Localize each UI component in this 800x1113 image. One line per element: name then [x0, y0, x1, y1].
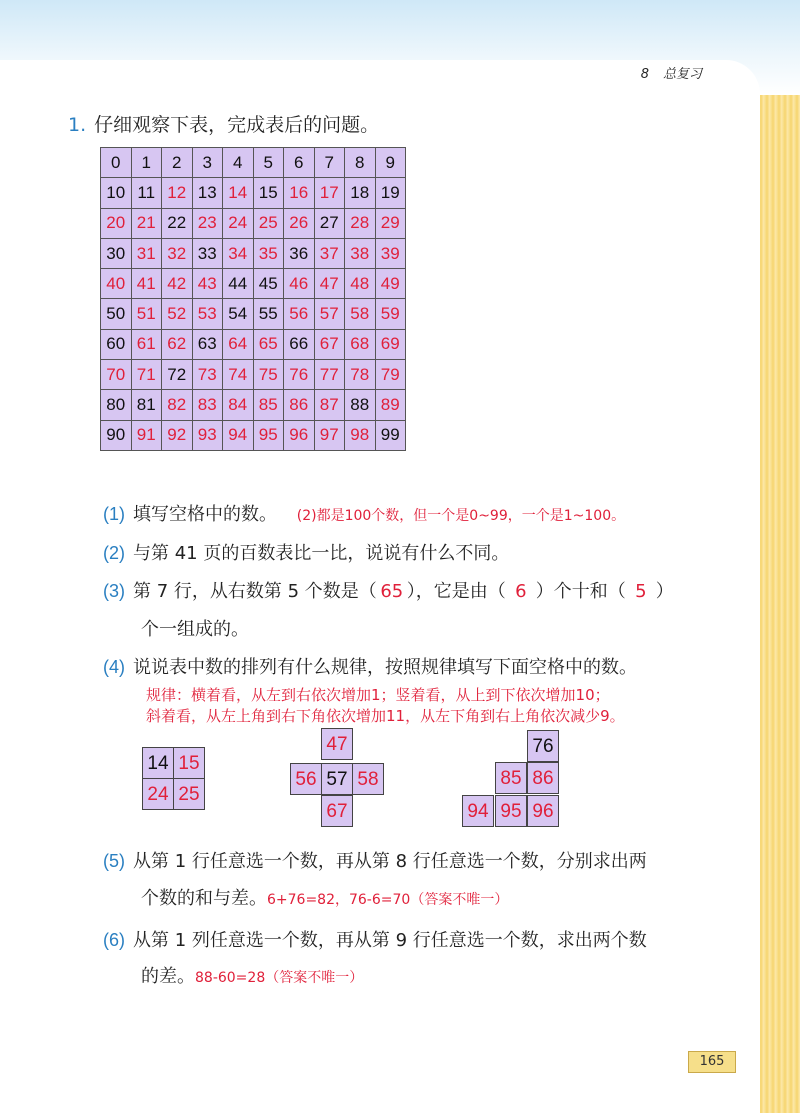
item-text: 个一组成的。	[141, 619, 249, 640]
table-cell: 3	[192, 148, 223, 178]
item-number: (1)	[103, 504, 125, 524]
puzzle-cell: 76	[527, 730, 559, 762]
page-number: 165	[688, 1051, 736, 1073]
table-cell: 25	[253, 208, 284, 238]
table-cell: 89	[375, 390, 406, 420]
item-6-answer: 88-60=28（答案不唯一）	[195, 970, 364, 986]
item-text: 第 7 行，从右数第 5 个数是（	[133, 581, 377, 602]
table-cell: 80	[101, 390, 132, 420]
puzzle-cell: 58	[352, 763, 384, 795]
answer-blank: 5	[635, 581, 647, 602]
item-text: ），它是由（	[406, 581, 506, 602]
table-cell: 85	[253, 390, 284, 420]
table-cell: 1	[131, 148, 162, 178]
puzzle-cell: 14	[142, 747, 174, 779]
table-cell: 46	[284, 269, 315, 299]
table-cell: 2	[162, 148, 193, 178]
table-cell: 70	[101, 360, 132, 390]
table-cell: 24	[223, 208, 254, 238]
table-cell: 77	[314, 360, 345, 390]
table-cell: 95	[253, 420, 284, 450]
item-number: (2)	[103, 543, 125, 563]
item-number: (3)	[103, 581, 125, 601]
table-cell: 93	[192, 420, 223, 450]
table-cell: 72	[162, 360, 193, 390]
item-number: (4)	[103, 657, 125, 677]
item-3-continued	[141, 615, 249, 641]
table-cell: 65	[253, 329, 284, 359]
puzzle-cell: 24	[142, 778, 174, 810]
table-row	[101, 390, 406, 420]
table-cell: 54	[223, 299, 254, 329]
item-1	[103, 500, 625, 526]
table-cell: 87	[314, 390, 345, 420]
table-cell: 82	[162, 390, 193, 420]
table-cell: 92	[162, 420, 193, 450]
item-number: (6)	[103, 930, 125, 950]
table-cell: 75	[253, 360, 284, 390]
table-cell: 45	[253, 269, 284, 299]
table-cell: 73	[192, 360, 223, 390]
table-cell: 15	[253, 178, 284, 208]
table-cell: 10	[101, 178, 132, 208]
table-cell: 44	[223, 269, 254, 299]
table-cell: 40	[101, 269, 132, 299]
page-edge-decoration	[758, 95, 800, 1113]
table-cell: 18	[345, 178, 376, 208]
table-row	[101, 269, 406, 299]
table-row	[101, 329, 406, 359]
table-row	[101, 238, 406, 268]
item-text: ）	[655, 581, 674, 602]
item-text: 的差。	[141, 966, 195, 987]
item-2	[103, 539, 509, 565]
table-cell: 84	[223, 390, 254, 420]
table-cell: 67	[314, 329, 345, 359]
table-cell: 37	[314, 238, 345, 268]
table-cell: 51	[131, 299, 162, 329]
table-cell: 31	[131, 238, 162, 268]
table-cell: 20	[101, 208, 132, 238]
table-cell: 63	[192, 329, 223, 359]
table-cell: 88	[345, 390, 376, 420]
item-5-answer: 6+76=82，76-6=70（答案不唯一）	[267, 892, 509, 908]
table-cell: 14	[223, 178, 254, 208]
table-cell: 48	[345, 269, 376, 299]
table-cell: 17	[314, 178, 345, 208]
table-cell: 41	[131, 269, 162, 299]
answer-blank: 65	[380, 581, 404, 602]
table-cell: 11	[131, 178, 162, 208]
item-text: ）个十和（	[535, 581, 626, 602]
table-cell: 35	[253, 238, 284, 268]
table-cell: 49	[375, 269, 406, 299]
table-cell: 60	[101, 329, 132, 359]
table-cell: 23	[192, 208, 223, 238]
table-cell: 0	[101, 148, 132, 178]
table-cell: 50	[101, 299, 132, 329]
table-cell: 59	[375, 299, 406, 329]
table-cell: 34	[223, 238, 254, 268]
item-text: 从第 1 列任意选一个数，再从第 9 行任意选一个数，求出两个数	[133, 930, 647, 951]
table-cell: 96	[284, 420, 315, 450]
table-cell: 83	[192, 390, 223, 420]
item-1-answer: (2)都是100个数，但一个是0~99，一个是1~100。	[296, 508, 626, 524]
table-cell: 81	[131, 390, 162, 420]
item-5	[103, 847, 647, 873]
table-cell: 12	[162, 178, 193, 208]
table-cell: 28	[345, 208, 376, 238]
table-cell: 30	[101, 238, 132, 268]
table-row	[101, 420, 406, 450]
puzzle-cell: 25	[173, 778, 205, 810]
table-cell: 90	[101, 420, 132, 450]
table-cell: 36	[284, 238, 315, 268]
chapter-title: 总复习	[662, 67, 702, 82]
table-cell: 13	[192, 178, 223, 208]
table-cell: 5	[253, 148, 284, 178]
table-cell: 29	[375, 208, 406, 238]
item-6-continued	[141, 962, 363, 988]
item-5-continued	[141, 884, 508, 910]
item-text: 填写空格中的数。	[133, 504, 277, 525]
table-row	[101, 178, 406, 208]
table-cell: 52	[162, 299, 193, 329]
table-cell: 16	[284, 178, 315, 208]
question-title	[68, 110, 379, 137]
chapter-number: 8	[640, 67, 649, 82]
table-cell: 33	[192, 238, 223, 268]
table-row	[101, 299, 406, 329]
table-cell: 94	[223, 420, 254, 450]
table-cell: 6	[284, 148, 315, 178]
table-cell: 58	[345, 299, 376, 329]
hundred-chart	[100, 147, 406, 451]
table-cell: 38	[345, 238, 376, 268]
table-cell: 66	[284, 329, 315, 359]
table-cell: 19	[375, 178, 406, 208]
puzzle-cell: 95	[495, 795, 527, 827]
table-cell: 42	[162, 269, 193, 299]
table-cell: 8	[345, 148, 376, 178]
rule-line-2: 斜着看，从左上角到右下角依次增加11，从左下角到右上角依次减少9。	[146, 707, 625, 725]
table-cell: 39	[375, 238, 406, 268]
item-4	[103, 653, 637, 679]
table-cell: 78	[345, 360, 376, 390]
table-cell: 64	[223, 329, 254, 359]
puzzle-cell: 15	[173, 747, 205, 779]
table-cell: 99	[375, 420, 406, 450]
table-cell: 26	[284, 208, 315, 238]
table-cell: 56	[284, 299, 315, 329]
table-cell: 4	[223, 148, 254, 178]
table-row	[101, 208, 406, 238]
table-cell: 7	[314, 148, 345, 178]
puzzle-cell: 86	[527, 762, 559, 794]
table-cell: 62	[162, 329, 193, 359]
rule-line-1: 规律：横着看，从左到右依次增加1；竖着看，从上到下依次增加10；	[146, 686, 610, 704]
table-cell: 32	[162, 238, 193, 268]
puzzle-cell: 56	[290, 763, 322, 795]
table-cell: 98	[345, 420, 376, 450]
table-cell: 43	[192, 269, 223, 299]
table-row	[101, 360, 406, 390]
item-6	[103, 926, 647, 952]
table-cell: 9	[375, 148, 406, 178]
table-cell: 74	[223, 360, 254, 390]
item-text: 个数的和与差。	[141, 888, 267, 909]
item-number: (5)	[103, 851, 125, 871]
table-cell: 68	[345, 329, 376, 359]
table-cell: 27	[314, 208, 345, 238]
table-cell: 79	[375, 360, 406, 390]
answer-blank: 6	[515, 581, 527, 602]
table-row	[101, 148, 406, 178]
puzzle-cell: 85	[495, 762, 527, 794]
table-cell: 55	[253, 299, 284, 329]
puzzle-cell: 96	[527, 795, 559, 827]
table-cell: 69	[375, 329, 406, 359]
table-cell: 97	[314, 420, 345, 450]
item-text: 从第 1 行任意选一个数，再从第 8 行任意选一个数，分别求出两	[133, 851, 647, 872]
puzzle-cell: 94	[462, 795, 494, 827]
table-cell: 53	[192, 299, 223, 329]
table-cell: 91	[131, 420, 162, 450]
puzzle-cell: 47	[321, 728, 353, 760]
question-text: 仔细观察下表，完成表后的问题。	[94, 114, 380, 136]
question-number: 1.	[68, 114, 87, 136]
puzzle-cell: 57	[321, 763, 353, 795]
table-cell: 61	[131, 329, 162, 359]
item-text: 与第 41 页的百数表比一比，说说有什么不同。	[133, 543, 510, 564]
item-3	[103, 577, 674, 603]
table-cell: 47	[314, 269, 345, 299]
table-cell: 57	[314, 299, 345, 329]
table-cell: 71	[131, 360, 162, 390]
item-text: 说说表中数的排列有什么规律，按照规律填写下面空格中的数。	[133, 657, 637, 678]
table-cell: 76	[284, 360, 315, 390]
table-cell: 22	[162, 208, 193, 238]
table-cell: 86	[284, 390, 315, 420]
chapter-header	[641, 63, 702, 82]
puzzle-cell: 67	[321, 795, 353, 827]
table-cell: 21	[131, 208, 162, 238]
